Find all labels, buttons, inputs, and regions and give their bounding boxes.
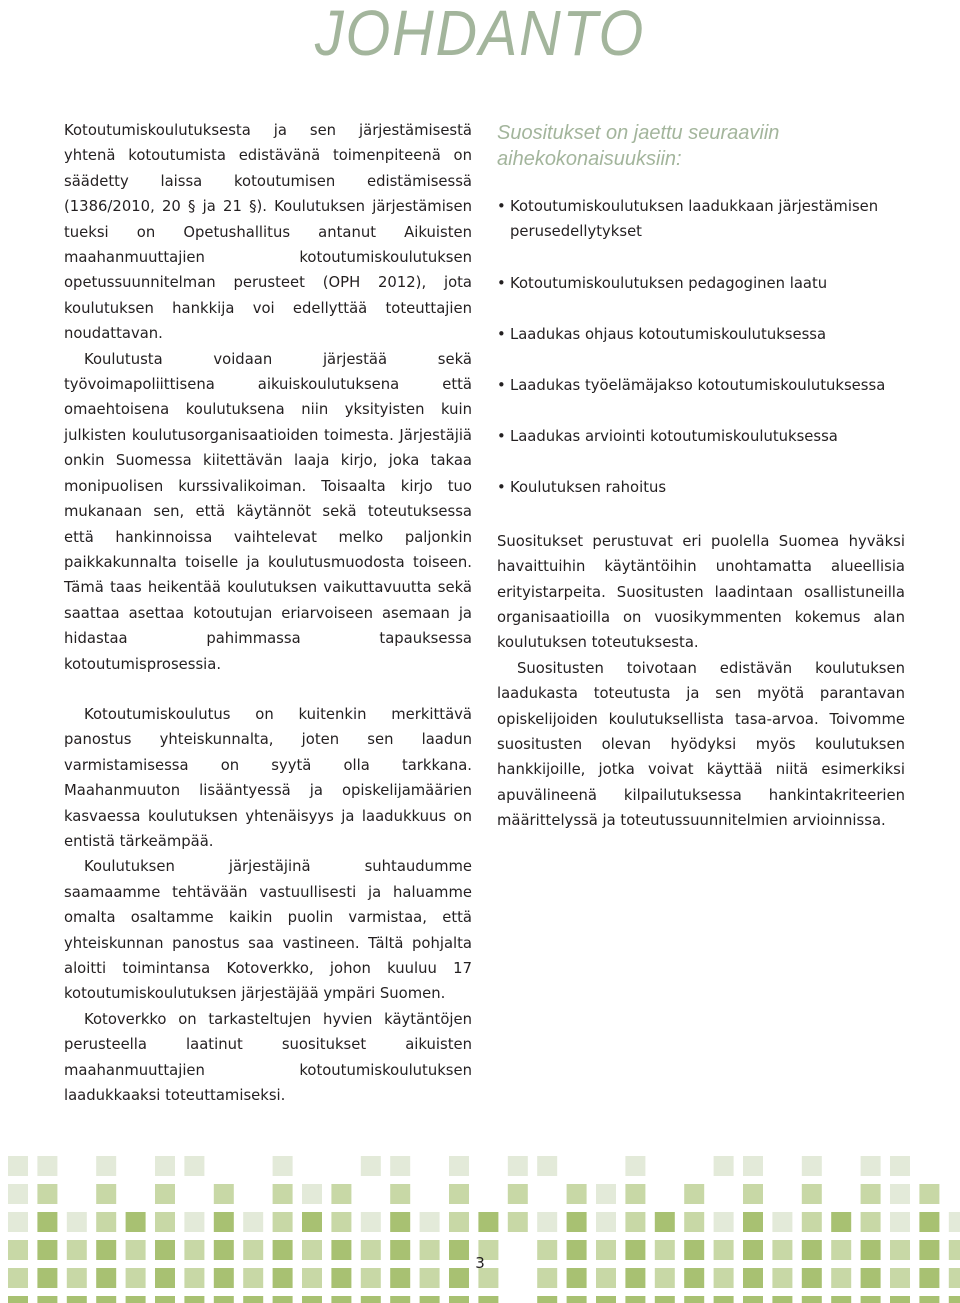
decorative-square — [37, 1156, 57, 1176]
decorative-square — [302, 1296, 322, 1303]
decorative-square — [919, 1240, 939, 1260]
decorative-square — [861, 1296, 881, 1303]
intro-paragraph-5: Kotoverkko on tarkasteltujen hyvien käytäntöjen perusteella laatinut suositukset aikuisten maahanmuuttajien kotoutumiskoulutuksen laadukkaaksi toteuttamiseksi. — [64, 1010, 472, 1105]
list-item: • Kotoutumiskoulutuksen pedagoginen laatu — [497, 271, 905, 296]
decorative-square — [8, 1212, 28, 1232]
decorative-square — [243, 1240, 263, 1260]
decorative-square — [126, 1268, 146, 1288]
decorative-square — [625, 1296, 645, 1303]
decorative-square — [831, 1268, 851, 1288]
list-item: • Kotoutumiskoulutuksen laadukkaan järjestämisen perusedellytykset — [497, 194, 905, 245]
decorative-square — [67, 1240, 87, 1260]
decorative-square — [919, 1184, 939, 1204]
decorative-square — [890, 1184, 910, 1204]
decorative-square — [184, 1296, 204, 1303]
decorative-square — [390, 1156, 410, 1176]
page-number: 3 — [475, 1254, 485, 1272]
decorative-square — [949, 1212, 960, 1232]
decorative-square — [714, 1268, 734, 1288]
decorative-square — [96, 1184, 116, 1204]
decorative-square — [8, 1184, 28, 1204]
decorative-square — [449, 1212, 469, 1232]
decorative-square — [184, 1268, 204, 1288]
decorative-square — [390, 1296, 410, 1303]
decorative-square — [37, 1184, 57, 1204]
recommendations-paragraph-2: Suositusten toivotaan edistävän koulutuksen laadukasta toteutusta ja sen myötä parantavan opiskelijoiden koulutuksellista tasa-arvoa. Toivomme suositusten olevan hyödyksi myös koulutuksen hankkijoille, jotka voivat käyttää niitä esimerkiksi apuvälineenä kilpailutuksessa hankintakriteerien määrittelyssä ja toteutussuunnitelmien arvioinnissa. — [497, 659, 905, 830]
decorative-square — [567, 1212, 587, 1232]
decorative-square — [8, 1296, 28, 1303]
decorative-square — [420, 1296, 440, 1303]
decorative-square — [919, 1268, 939, 1288]
decorative-square — [214, 1268, 234, 1288]
decorative-square — [96, 1296, 116, 1303]
decorative-square — [390, 1240, 410, 1260]
decorative-square — [537, 1156, 557, 1176]
decorative-square — [214, 1212, 234, 1232]
list-item: • Laadukas arviointi kotoutumiskoulutuksessa — [497, 424, 905, 449]
decorative-square — [243, 1296, 263, 1303]
decorative-square — [567, 1296, 587, 1303]
decorative-square — [714, 1156, 734, 1176]
decorative-square — [302, 1212, 322, 1232]
decorative-square — [96, 1240, 116, 1260]
decorative-square — [508, 1156, 528, 1176]
list-item: • Laadukas työelämäjakso kotoutumiskoulutuksessa — [497, 373, 905, 398]
decorative-square — [449, 1296, 469, 1303]
decorative-square — [361, 1156, 381, 1176]
decorative-square — [508, 1212, 528, 1232]
decorative-square — [802, 1240, 822, 1260]
intro-paragraph-1: Kotoutumiskoulutuksesta ja sen järjestämisestä yhtenä kotoutumista edistävänä toimenpiteenä on säädetty laissa kotoutumisen edistämisessä (1386/2010, 20 § ja 21 §). Koulutuksen järjestämisen tueksi on Opetushallitus antanut Aikuisten maahanmuuttajien kotoutumiskoulutuksen opetussuunnitelman perusteet (OPH 2012), jota koulutuksen hankkija voi edellyttää toteuttajien noudattavan. — [64, 122, 472, 343]
decorative-square — [625, 1212, 645, 1232]
decorative-square — [861, 1212, 881, 1232]
decorative-square — [890, 1296, 910, 1303]
decorative-square — [331, 1184, 351, 1204]
decorative-square — [743, 1296, 763, 1303]
decorative-square — [567, 1184, 587, 1204]
decorative-square — [743, 1240, 763, 1260]
decorative-square — [625, 1184, 645, 1204]
topics-list — [497, 194, 905, 501]
decorative-square — [478, 1212, 498, 1232]
decorative-square — [8, 1240, 28, 1260]
decorative-square — [714, 1212, 734, 1232]
decorative-square — [802, 1268, 822, 1288]
decorative-square — [155, 1184, 175, 1204]
decorative-square — [37, 1268, 57, 1288]
decorative-square — [449, 1156, 469, 1176]
intro-paragraph-3: Kotoutumiskoulutus on kuitenkin merkittävä panostus yhteiskunnalta, joten sen laadun varmistamisessa on syytä olla tarkkana. Maahanmuuton lisääntyessä ja opiskelijamäärien kasvaessa koulutuksen yhtenäisyys ja laadukkuus on entistä tärkeämpää. — [64, 705, 472, 850]
decorative-square — [243, 1212, 263, 1232]
decorative-square — [772, 1268, 792, 1288]
decorative-square — [831, 1212, 851, 1232]
decorative-square — [772, 1240, 792, 1260]
decorative-square — [743, 1184, 763, 1204]
decorative-square — [361, 1212, 381, 1232]
decorative-square — [331, 1268, 351, 1288]
decorative-square — [420, 1212, 440, 1232]
left-column — [64, 118, 472, 1108]
decorative-square — [537, 1212, 557, 1232]
decorative-square — [596, 1268, 616, 1288]
decorative-square — [361, 1240, 381, 1260]
decorative-square — [596, 1296, 616, 1303]
decorative-square — [8, 1156, 28, 1176]
decorative-square — [861, 1184, 881, 1204]
decorative-square — [273, 1296, 293, 1303]
decorative-square — [126, 1212, 146, 1232]
decorative-square — [67, 1212, 87, 1232]
decorative-square — [625, 1268, 645, 1288]
decorative-square — [684, 1240, 704, 1260]
decorative-square — [655, 1240, 675, 1260]
decorative-square — [390, 1212, 410, 1232]
decorative-square — [684, 1296, 704, 1303]
recommendations-paragraph-1: Suositukset perustuvat eri puolella Suomea hyväksi havaittuihin käytäntöihin unohtamatta alueellisia erityistarpeita. Suositusten laadintaan osallistuneilla organisaatioilla on vuosikymmenten kokemus alan koulutuksen toteutuksesta. — [497, 532, 905, 652]
decorative-square — [96, 1268, 116, 1288]
decorative-square — [37, 1240, 57, 1260]
decorative-square — [273, 1156, 293, 1176]
decorative-square-pattern — [0, 1150, 960, 1303]
page-title: JOHDANTO — [314, 0, 646, 69]
decorative-square — [919, 1296, 939, 1303]
decorative-square — [743, 1156, 763, 1176]
decorative-square — [802, 1296, 822, 1303]
decorative-square — [184, 1240, 204, 1260]
decorative-square — [420, 1240, 440, 1260]
decorative-square — [302, 1184, 322, 1204]
decorative-square — [273, 1184, 293, 1204]
decorative-square — [126, 1240, 146, 1260]
decorative-square — [302, 1240, 322, 1260]
decorative-square — [184, 1212, 204, 1232]
decorative-square — [214, 1240, 234, 1260]
decorative-square — [567, 1240, 587, 1260]
decorative-square — [714, 1240, 734, 1260]
decorative-square — [861, 1268, 881, 1288]
decorative-square — [655, 1212, 675, 1232]
decorative-square — [596, 1240, 616, 1260]
decorative-square — [214, 1184, 234, 1204]
decorative-square — [449, 1184, 469, 1204]
decorative-square — [625, 1156, 645, 1176]
decorative-square — [361, 1296, 381, 1303]
decorative-square — [273, 1240, 293, 1260]
decorative-square — [420, 1268, 440, 1288]
decorative-square — [802, 1212, 822, 1232]
decorative-square — [861, 1156, 881, 1176]
decorative-square — [596, 1212, 616, 1232]
decorative-square — [361, 1268, 381, 1288]
decorative-square — [625, 1240, 645, 1260]
decorative-square — [772, 1212, 792, 1232]
decorative-square — [861, 1240, 881, 1260]
topics-heading: Suositukset on jaettu seuraaviin aihekokonaisuuksiin: — [497, 122, 780, 170]
right-column — [497, 118, 905, 834]
intro-paragraph-2: Koulutusta voidaan järjestää sekä työvoimapoliittisena aikuiskoulutuksena että omaehtoisena koulutuksena niin yksityisten kuin julkisten koulutusorganisaatioiden toimesta. Järjestäjiä onkin Suomessa kiitettävän laaja kirjo, joka takaa monipuolisen kurssivalikoiman. Toisaalta kirjo tuo mukanaan sen, että käytännöt sekä toteutuksessa että hankinnoissa vaihtelevat melko paljonkin paikkakunnalta toiselle ja koulutusmuodosta toiseen. Tämä taas heikentää koulutuksen vaikuttavuutta sekä saattaa asettaa kotoutujan eriarvoiseen asemaan ja hidastaa pahimmassa tapauksessa kotoutumisprosessia. — [64, 350, 472, 673]
decorative-square — [655, 1268, 675, 1288]
decorative-square — [890, 1240, 910, 1260]
decorative-square — [684, 1184, 704, 1204]
decorative-square — [302, 1268, 322, 1288]
decorative-square — [155, 1296, 175, 1303]
decorative-square — [537, 1240, 557, 1260]
decorative-square — [596, 1184, 616, 1204]
decorative-square — [214, 1296, 234, 1303]
decorative-square — [831, 1296, 851, 1303]
decorative-square — [37, 1212, 57, 1232]
decorative-square — [478, 1296, 498, 1303]
decorative-square — [802, 1156, 822, 1176]
decorative-square — [684, 1268, 704, 1288]
decorative-square — [949, 1268, 960, 1288]
decorative-square — [184, 1156, 204, 1176]
decorative-square — [890, 1156, 910, 1176]
decorative-square — [243, 1268, 263, 1288]
decorative-square — [508, 1184, 528, 1204]
decorative-square — [537, 1268, 557, 1288]
decorative-square — [155, 1240, 175, 1260]
decorative-square — [831, 1240, 851, 1260]
decorative-square — [919, 1212, 939, 1232]
list-item: • Laadukas ohjaus kotoutumiskoulutuksessa — [497, 322, 905, 347]
decorative-square — [390, 1184, 410, 1204]
decorative-square — [331, 1240, 351, 1260]
decorative-square — [655, 1296, 675, 1303]
decorative-square — [155, 1156, 175, 1176]
list-item: • Koulutuksen rahoitus — [497, 475, 905, 500]
decorative-square — [949, 1296, 960, 1303]
decorative-square — [155, 1268, 175, 1288]
decorative-square — [743, 1212, 763, 1232]
decorative-square — [714, 1296, 734, 1303]
decorative-square — [67, 1296, 87, 1303]
decorative-square — [331, 1212, 351, 1232]
decorative-square — [273, 1268, 293, 1288]
decorative-square — [390, 1268, 410, 1288]
decorative-square — [890, 1268, 910, 1288]
decorative-square — [949, 1240, 960, 1260]
decorative-square — [8, 1268, 28, 1288]
decorative-square — [537, 1296, 557, 1303]
decorative-square — [96, 1156, 116, 1176]
decorative-square — [567, 1268, 587, 1288]
decorative-square — [67, 1268, 87, 1288]
decorative-square — [331, 1296, 351, 1303]
decorative-square — [37, 1296, 57, 1303]
intro-paragraph-4: Koulutuksen järjestäjinä suhtaudumme saamaamme tehtävään vastuullisesti ja haluamme omalta osaltamme kaikin puolin varmistaa, että yhteiskunnan panostus saa vastineen. Tältä pohjalta aloitti toimintansa Kotoverkko, johon kuuluu 17 kotoutumiskoulutuksen järjestäjää ympäri Suomen. — [64, 858, 472, 1003]
decorative-square — [772, 1296, 792, 1303]
decorative-square — [890, 1212, 910, 1232]
decorative-square — [802, 1184, 822, 1204]
decorative-square — [155, 1212, 175, 1232]
decorative-square — [273, 1212, 293, 1232]
decorative-square — [96, 1212, 116, 1232]
decorative-square — [743, 1268, 763, 1288]
decorative-square — [684, 1212, 704, 1232]
decorative-square — [126, 1296, 146, 1303]
